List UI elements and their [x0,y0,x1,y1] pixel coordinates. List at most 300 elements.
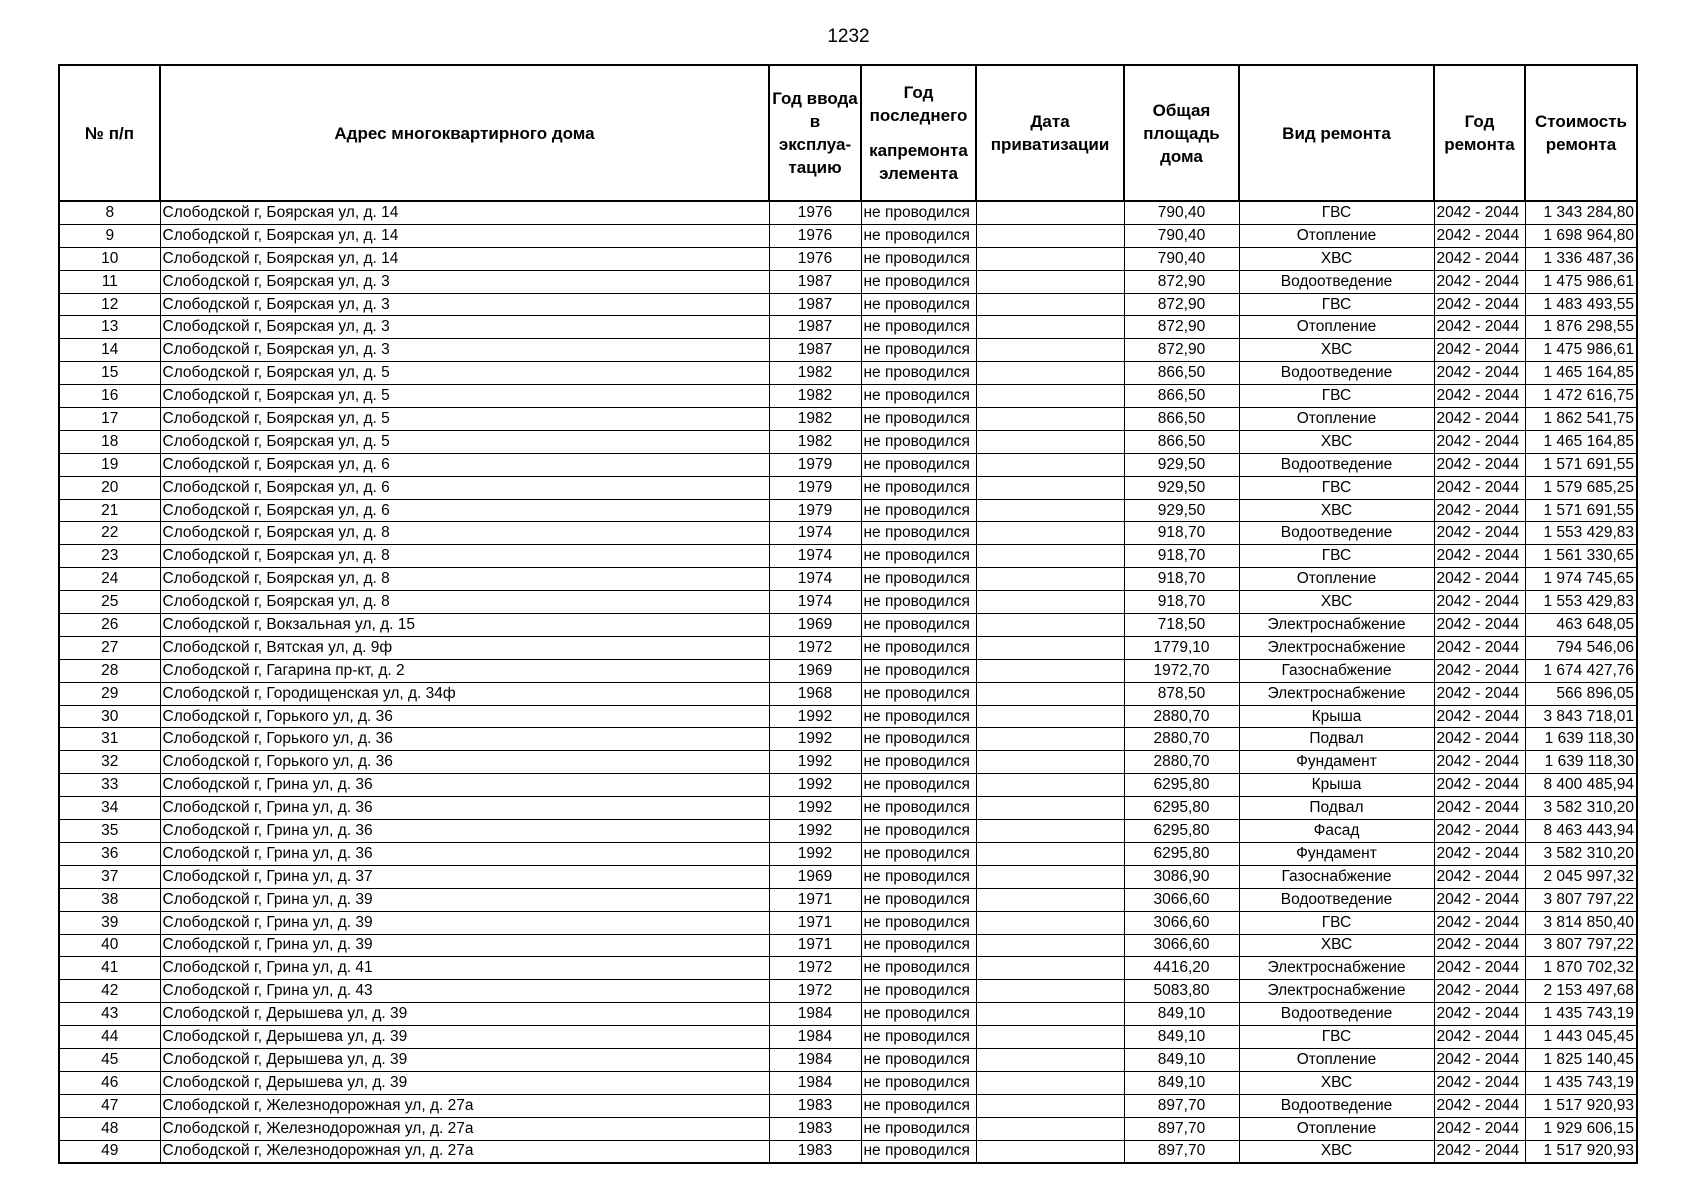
cell-privatization [976,476,1124,499]
cell-area: 872,90 [1124,270,1239,293]
cell-privatization [976,659,1124,682]
cell-privatization [976,774,1124,797]
cell-repair-period: 2042 - 2044 [1434,888,1525,911]
cell-repair-type: Отопление [1239,224,1434,247]
cell-address: Слободской г, Гагарина пр-кт, д. 2 [160,659,769,682]
cell-repair-period: 2042 - 2044 [1434,1071,1525,1094]
cell-number: 36 [59,842,160,865]
cell-address: Слободской г, Боярская ул, д. 8 [160,591,769,614]
cell-address: Слободской г, Дерышева ул, д. 39 [160,1003,769,1026]
cell-year-built: 1972 [769,957,861,980]
cell-last-repair: не проводился [861,614,976,637]
cell-last-repair: не проводился [861,408,976,431]
cell-cost: 463 648,05 [1525,614,1637,637]
cell-number: 33 [59,774,160,797]
cell-area: 790,40 [1124,201,1239,224]
cell-repair-period: 2042 - 2044 [1434,842,1525,865]
cell-year-built: 1969 [769,865,861,888]
table-row [59,728,1637,751]
cell-privatization [976,247,1124,270]
cell-cost: 1 435 743,19 [1525,1071,1637,1094]
cell-cost: 1 517 920,93 [1525,1094,1637,1117]
cell-last-repair: не проводился [861,751,976,774]
cell-repair-type: ХВС [1239,499,1434,522]
header-num: № п/п [59,65,160,201]
cell-year-built: 1974 [769,591,861,614]
cell-address: Слободской г, Боярская ул, д. 8 [160,568,769,591]
cell-cost: 1 465 164,85 [1525,430,1637,453]
cell-privatization [976,201,1124,224]
cell-address: Слободской г, Железнодорожная ул, д. 27а [160,1094,769,1117]
cell-cost: 1 435 743,19 [1525,1003,1637,1026]
cell-repair-type: ГВС [1239,476,1434,499]
cell-year-built: 1992 [769,751,861,774]
cell-address: Слободской г, Грина ул, д. 39 [160,888,769,911]
cell-address: Слободской г, Железнодорожная ул, д. 27а [160,1140,769,1163]
cell-repair-type: ГВС [1239,911,1434,934]
cell-cost: 794 546,06 [1525,636,1637,659]
cell-number: 30 [59,705,160,728]
cell-cost: 1 639 118,30 [1525,728,1637,751]
cell-cost: 1 698 964,80 [1525,224,1637,247]
cell-number: 48 [59,1117,160,1140]
cell-address: Слободской г, Боярская ул, д. 3 [160,293,769,316]
cell-repair-period: 2042 - 2044 [1434,911,1525,934]
table-row [59,751,1637,774]
cell-repair-period: 2042 - 2044 [1434,614,1525,637]
cell-privatization [976,728,1124,751]
cell-privatization [976,430,1124,453]
cell-year-built: 1984 [769,1003,861,1026]
cell-repair-period: 2042 - 2044 [1434,774,1525,797]
cell-repair-period: 2042 - 2044 [1434,1117,1525,1140]
cell-year-built: 1979 [769,499,861,522]
cell-number: 28 [59,659,160,682]
cell-number: 47 [59,1094,160,1117]
cell-year-built: 1983 [769,1140,861,1163]
cell-repair-type: Электроснабжение [1239,636,1434,659]
cell-year-built: 1976 [769,247,861,270]
cell-year-built: 1979 [769,453,861,476]
table-row [59,1094,1637,1117]
cell-last-repair: не проводился [861,293,976,316]
cell-privatization [976,980,1124,1003]
cell-year-built: 1971 [769,888,861,911]
cell-area: 866,50 [1124,385,1239,408]
cell-repair-period: 2042 - 2044 [1434,980,1525,1003]
cell-area: 866,50 [1124,362,1239,385]
cell-address: Слободской г, Боярская ул, д. 5 [160,408,769,431]
cell-privatization [976,751,1124,774]
cell-number: 11 [59,270,160,293]
cell-area: 2880,70 [1124,751,1239,774]
table-row [59,201,1637,224]
table-row [59,316,1637,339]
cell-privatization [976,316,1124,339]
cell-number: 27 [59,636,160,659]
cell-cost: 3 843 718,01 [1525,705,1637,728]
cell-number: 23 [59,545,160,568]
cell-repair-type: ХВС [1239,247,1434,270]
cell-last-repair: не проводился [861,545,976,568]
table-row [59,980,1637,1003]
cell-area: 6295,80 [1124,797,1239,820]
header-repair-type: Вид ремонта [1239,65,1434,201]
cell-year-built: 1984 [769,1026,861,1049]
cell-repair-type: Водоотведение [1239,453,1434,476]
table-row [59,430,1637,453]
cell-address: Слободской г, Боярская ул, д. 3 [160,270,769,293]
cell-number: 46 [59,1071,160,1094]
cell-cost: 1 553 429,83 [1525,591,1637,614]
table-row [59,934,1637,957]
cell-repair-type: Подвал [1239,728,1434,751]
cell-address: Слободской г, Боярская ул, д. 14 [160,224,769,247]
cell-last-repair: не проводился [861,247,976,270]
cell-number: 34 [59,797,160,820]
cell-area: 849,10 [1124,1071,1239,1094]
cell-address: Слободской г, Грина ул, д. 43 [160,980,769,1003]
cell-repair-type: ХВС [1239,430,1434,453]
cell-year-built: 1974 [769,568,861,591]
cell-number: 25 [59,591,160,614]
cell-repair-type: ГВС [1239,545,1434,568]
cell-area: 849,10 [1124,1026,1239,1049]
cell-year-built: 1974 [769,545,861,568]
cell-address: Слободской г, Грина ул, д. 39 [160,934,769,957]
cell-number: 8 [59,201,160,224]
cell-cost: 1 579 685,25 [1525,476,1637,499]
cell-area: 6295,80 [1124,820,1239,843]
cell-repair-type: Водоотведение [1239,522,1434,545]
cell-cost: 3 807 797,22 [1525,934,1637,957]
cell-privatization [976,1003,1124,1026]
cell-area: 3066,60 [1124,934,1239,957]
table-row [59,270,1637,293]
cell-repair-type: ХВС [1239,1071,1434,1094]
cell-last-repair: не проводился [861,224,976,247]
cell-year-built: 1987 [769,270,861,293]
cell-number: 17 [59,408,160,431]
cell-year-built: 1992 [769,728,861,751]
cell-last-repair: не проводился [861,865,976,888]
cell-last-repair: не проводился [861,1048,976,1071]
cell-repair-period: 2042 - 2044 [1434,270,1525,293]
cell-repair-period: 2042 - 2044 [1434,797,1525,820]
cell-number: 19 [59,453,160,476]
cell-repair-period: 2042 - 2044 [1434,522,1525,545]
cell-repair-type: Водоотведение [1239,888,1434,911]
cell-number: 37 [59,865,160,888]
table-row [59,339,1637,362]
cell-cost: 2 153 497,68 [1525,980,1637,1003]
cell-year-built: 1979 [769,476,861,499]
cell-repair-type: Водоотведение [1239,362,1434,385]
cell-repair-period: 2042 - 2044 [1434,934,1525,957]
cell-repair-type: ГВС [1239,1026,1434,1049]
cell-last-repair: не проводился [861,499,976,522]
cell-privatization [976,934,1124,957]
cell-cost: 3 807 797,22 [1525,888,1637,911]
cell-cost: 3 814 850,40 [1525,911,1637,934]
cell-privatization [976,522,1124,545]
cell-repair-type: ГВС [1239,201,1434,224]
cell-number: 18 [59,430,160,453]
cell-last-repair: не проводился [861,362,976,385]
cell-year-built: 1971 [769,911,861,934]
cell-address: Слободской г, Боярская ул, д. 14 [160,201,769,224]
cell-cost: 1 465 164,85 [1525,362,1637,385]
cell-number: 31 [59,728,160,751]
cell-last-repair: не проводился [861,682,976,705]
cell-privatization [976,1094,1124,1117]
cell-last-repair: не проводился [861,911,976,934]
cell-last-repair: не проводился [861,568,976,591]
cell-privatization [976,705,1124,728]
cell-year-built: 1987 [769,293,861,316]
cell-number: 43 [59,1003,160,1026]
cell-repair-period: 2042 - 2044 [1434,1026,1525,1049]
cell-number: 35 [59,820,160,843]
cell-last-repair: не проводился [861,820,976,843]
cell-number: 26 [59,614,160,637]
cell-area: 872,90 [1124,316,1239,339]
cell-cost: 1 483 493,55 [1525,293,1637,316]
cell-address: Слободской г, Горького ул, д. 36 [160,705,769,728]
cell-year-built: 1969 [769,659,861,682]
cell-repair-type: Электроснабжение [1239,682,1434,705]
cell-cost: 1 825 140,45 [1525,1048,1637,1071]
cell-last-repair: не проводился [861,1071,976,1094]
cell-repair-type: Отопление [1239,568,1434,591]
cell-number: 9 [59,224,160,247]
cell-last-repair: не проводился [861,1026,976,1049]
header-area: Общая площадь дома [1124,65,1239,201]
cell-privatization [976,911,1124,934]
cell-privatization [976,499,1124,522]
cell-area: 918,70 [1124,522,1239,545]
cell-cost: 1 561 330,65 [1525,545,1637,568]
cell-last-repair: не проводился [861,430,976,453]
cell-number: 49 [59,1140,160,1163]
cell-number: 42 [59,980,160,1003]
cell-year-built: 1992 [769,774,861,797]
cell-last-repair: не проводился [861,339,976,362]
table-row [59,957,1637,980]
cell-number: 10 [59,247,160,270]
cell-address: Слободской г, Дерышева ул, д. 39 [160,1071,769,1094]
cell-privatization [976,614,1124,637]
cell-cost: 1 571 691,55 [1525,499,1637,522]
cell-repair-period: 2042 - 2044 [1434,820,1525,843]
table-row [59,476,1637,499]
cell-year-built: 1987 [769,339,861,362]
cell-year-built: 1992 [769,797,861,820]
cell-area: 3066,60 [1124,888,1239,911]
cell-area: 897,70 [1124,1094,1239,1117]
cell-last-repair: не проводился [861,1140,976,1163]
cell-cost: 1 336 487,36 [1525,247,1637,270]
cell-year-built: 1971 [769,934,861,957]
cell-address: Слободской г, Боярская ул, д. 3 [160,316,769,339]
cell-area: 5083,80 [1124,980,1239,1003]
table-row [59,591,1637,614]
cell-last-repair: не проводился [861,842,976,865]
cell-privatization [976,636,1124,659]
cell-area: 6295,80 [1124,842,1239,865]
cell-address: Слободской г, Боярская ул, д. 5 [160,430,769,453]
cell-area: 929,50 [1124,453,1239,476]
cell-area: 1972,70 [1124,659,1239,682]
cell-repair-period: 2042 - 2044 [1434,568,1525,591]
cell-last-repair: не проводился [861,201,976,224]
cell-number: 14 [59,339,160,362]
cell-area: 2880,70 [1124,728,1239,751]
cell-cost: 3 582 310,20 [1525,842,1637,865]
table-row [59,362,1637,385]
cell-area: 790,40 [1124,224,1239,247]
cell-last-repair: не проводился [861,476,976,499]
cell-privatization [976,453,1124,476]
cell-address: Слободской г, Вятская ул, д. 9ф [160,636,769,659]
cell-year-built: 1974 [769,522,861,545]
cell-address: Слободской г, Боярская ул, д. 6 [160,499,769,522]
cell-repair-type: ХВС [1239,1140,1434,1163]
cell-year-built: 1982 [769,385,861,408]
cell-address: Слободской г, Боярская ул, д. 8 [160,545,769,568]
cell-cost: 1 475 986,61 [1525,270,1637,293]
cell-address: Слободской г, Грина ул, д. 37 [160,865,769,888]
cell-repair-type: Газоснабжение [1239,865,1434,888]
table-row [59,1117,1637,1140]
header-last-repair [861,65,976,201]
table-row [59,1140,1637,1163]
cell-number: 21 [59,499,160,522]
cell-repair-period: 2042 - 2044 [1434,751,1525,774]
table-row [59,614,1637,637]
cell-last-repair: не проводился [861,1094,976,1117]
cell-year-built: 1969 [769,614,861,637]
cell-cost: 2 045 997,32 [1525,865,1637,888]
table-header-row [59,65,1637,201]
cell-privatization [976,842,1124,865]
cell-address: Слободской г, Грина ул, д. 36 [160,842,769,865]
cell-address: Слободской г, Боярская ул, д. 5 [160,362,769,385]
cell-year-built: 1984 [769,1048,861,1071]
cell-last-repair: не проводился [861,774,976,797]
cell-year-built: 1972 [769,980,861,1003]
cell-address: Слободской г, Боярская ул, д. 14 [160,247,769,270]
cell-repair-type: Подвал [1239,797,1434,820]
cell-address: Слободской г, Грина ул, д. 36 [160,797,769,820]
repair-table [58,64,1638,1164]
cell-repair-type: ХВС [1239,339,1434,362]
cell-last-repair: не проводился [861,797,976,820]
cell-area: 6295,80 [1124,774,1239,797]
cell-repair-type: Фундамент [1239,842,1434,865]
cell-area: 866,50 [1124,408,1239,431]
cell-repair-type: ХВС [1239,934,1434,957]
cell-repair-period: 2042 - 2044 [1434,293,1525,316]
cell-repair-period: 2042 - 2044 [1434,362,1525,385]
table-row [59,636,1637,659]
cell-privatization [976,1117,1124,1140]
cell-area: 849,10 [1124,1048,1239,1071]
cell-area: 872,90 [1124,339,1239,362]
table-row [59,408,1637,431]
cell-cost: 8 400 485,94 [1525,774,1637,797]
cell-cost: 1 870 702,32 [1525,957,1637,980]
table-row [59,705,1637,728]
cell-number: 29 [59,682,160,705]
cell-area: 918,70 [1124,591,1239,614]
table-row [59,385,1637,408]
cell-repair-period: 2042 - 2044 [1434,1048,1525,1071]
cell-privatization [976,865,1124,888]
cell-address: Слободской г, Боярская ул, д. 8 [160,522,769,545]
cell-privatization [976,1026,1124,1049]
table-row [59,1071,1637,1094]
cell-number: 22 [59,522,160,545]
cell-area: 4416,20 [1124,957,1239,980]
cell-repair-period: 2042 - 2044 [1434,957,1525,980]
table-row [59,293,1637,316]
cell-area: 929,50 [1124,476,1239,499]
cell-last-repair: не проводился [861,934,976,957]
header-address: Адрес многоквартирного дома [160,65,769,201]
table-row [59,499,1637,522]
cell-number: 40 [59,934,160,957]
cell-cost: 1 571 691,55 [1525,453,1637,476]
cell-privatization [976,339,1124,362]
cell-number: 12 [59,293,160,316]
cell-privatization [976,545,1124,568]
cell-last-repair: не проводился [861,980,976,1003]
cell-area: 3066,60 [1124,911,1239,934]
cell-number: 45 [59,1048,160,1071]
cell-number: 20 [59,476,160,499]
cell-area: 718,50 [1124,614,1239,637]
cell-year-built: 1982 [769,408,861,431]
cell-address: Слободской г, Вокзальная ул, д. 15 [160,614,769,637]
cell-repair-type: Электроснабжение [1239,614,1434,637]
cell-last-repair: не проводился [861,316,976,339]
table-row [59,774,1637,797]
cell-repair-type: Крыша [1239,774,1434,797]
cell-repair-period: 2042 - 2044 [1434,659,1525,682]
table-row [59,224,1637,247]
cell-area: 872,90 [1124,293,1239,316]
cell-area: 866,50 [1124,430,1239,453]
cell-last-repair: не проводился [861,888,976,911]
cell-last-repair: не проводился [861,1117,976,1140]
cell-last-repair: не проводился [861,728,976,751]
cell-last-repair: не проводился [861,270,976,293]
cell-cost: 1 674 427,76 [1525,659,1637,682]
cell-year-built: 1983 [769,1117,861,1140]
table-row [59,797,1637,820]
cell-address: Слободской г, Боярская ул, д. 3 [160,339,769,362]
cell-last-repair: не проводился [861,957,976,980]
cell-cost: 1 974 745,65 [1525,568,1637,591]
cell-repair-period: 2042 - 2044 [1434,453,1525,476]
cell-privatization [976,293,1124,316]
cell-last-repair: не проводился [861,705,976,728]
table-row [59,820,1637,843]
cell-number: 24 [59,568,160,591]
cell-year-built: 1992 [769,820,861,843]
cell-privatization [976,1140,1124,1163]
